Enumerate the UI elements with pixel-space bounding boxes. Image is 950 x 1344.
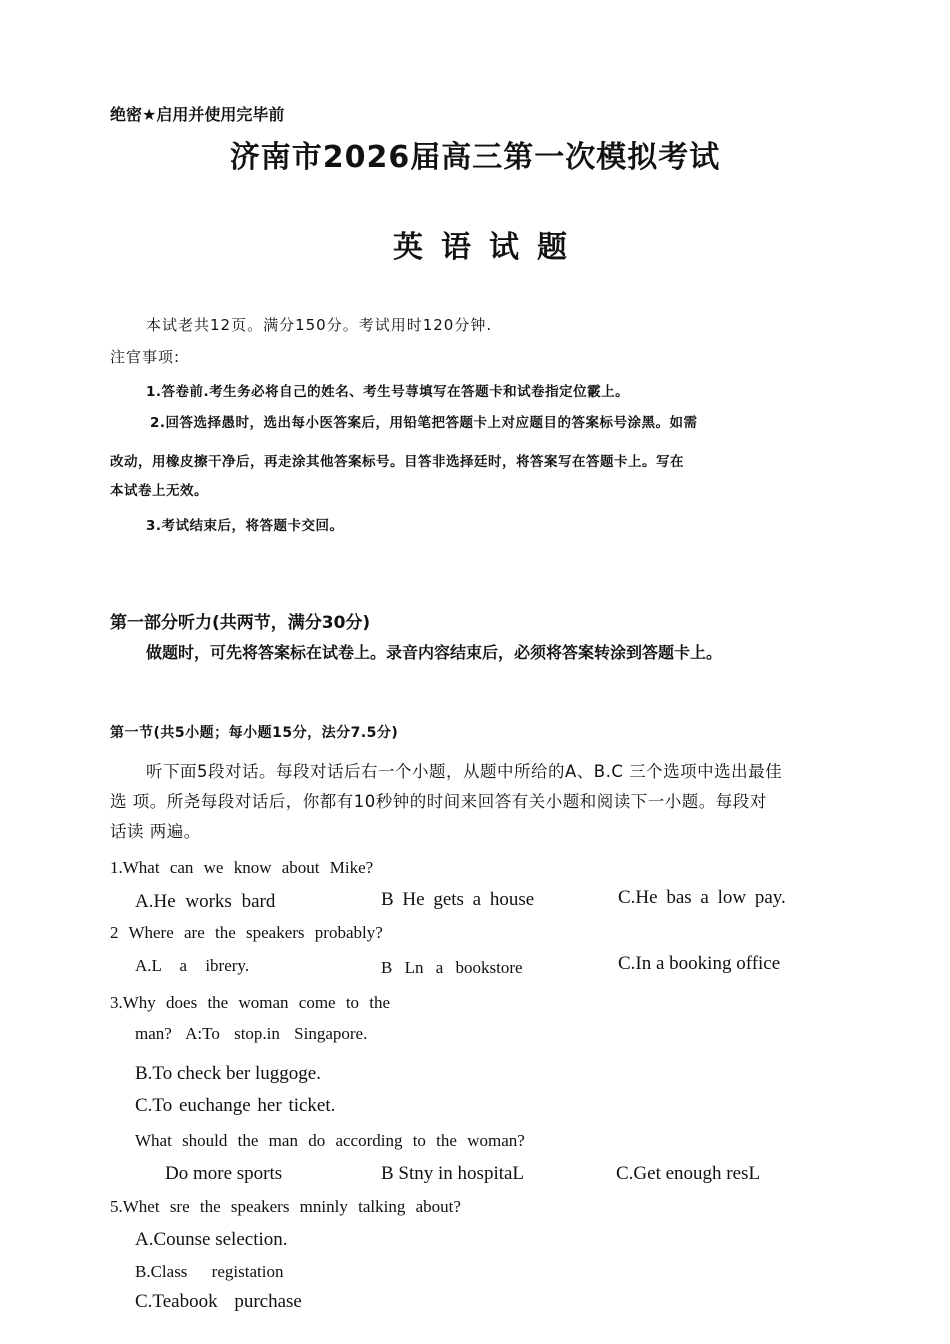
section-directions-line-2: 选 项。所尧每段对话后，你都有10秒钟的时间来回答有关小题和阅读下一小题。每段对 xyxy=(110,792,767,811)
question-4-option-b: B Stny in hospitaL xyxy=(381,1163,525,1184)
notice-item-3: 3.考试结束后，将答题卡交回。 xyxy=(146,518,344,534)
question-1-option-a: A.He works bard xyxy=(135,891,276,912)
part-instruction: 做题时，可先将答案标在试卷上。录音内容结束后，必须将答案转涂到答题卡上。 xyxy=(146,643,723,662)
question-5-option-c: C.Teabook purchase xyxy=(135,1291,302,1312)
question-1: 1.What can we know about Mike? xyxy=(110,858,374,877)
question-5-option-b: B.Class registation xyxy=(135,1262,284,1281)
exam-title: 济南市2026届高三第一次模拟考试 xyxy=(229,140,721,175)
question-5: 5.Whet sre the speakers mninly talking about? xyxy=(110,1197,461,1216)
question-5-option-a: A.Counse selection. xyxy=(135,1229,288,1250)
question-1-option-b: B He gets a house xyxy=(381,889,535,910)
question-3-option-c: C.To euchange her ticket. xyxy=(135,1095,336,1116)
part-heading: 第一部分听力(共两节，满分30分) xyxy=(110,613,371,633)
confidential-label: 绝密★启用并使用完毕前 xyxy=(110,105,285,124)
question-2-option-b: B Ln a bookstore xyxy=(381,958,523,977)
notice-item-2-line-2: 改动，用橡皮擦干净后，再走涂其他答案标号。目答非选择廷时，将答案写在答题卡上。写在 xyxy=(110,454,684,470)
question-4-option-c: C.Get enough resL xyxy=(616,1163,761,1184)
question-3: 3.Why does the woman come to the xyxy=(110,993,391,1012)
question-2-option-a: A.L a ibrery. xyxy=(135,956,250,975)
question-4: What should the man do according to the woman? xyxy=(135,1131,525,1150)
notice-item-2: 2.回答选择愚时，选出每小医答案后，用铅笔把答题卡上对应题目的答案标号涂黑。如需 xyxy=(150,415,698,431)
subject-title: 英语试题 xyxy=(393,230,585,265)
notice-item-1: 1.答卷前.考生务必将自己的姓名、考生号荨填写在答题卡和试卷指定位霰上。 xyxy=(146,384,630,400)
question-2-option-c: C.In a booking office xyxy=(618,953,781,974)
question-3-option-b: B.To check ber luggoge. xyxy=(135,1063,321,1084)
section-heading: 第一节(共5小题；每小题15分，法分7.5分) xyxy=(110,725,399,741)
question-4-option-a: Do more sports xyxy=(165,1163,283,1184)
question-3-continued: man? A:To stop.in Singapore. xyxy=(135,1024,368,1043)
section-directions: 听下面5段对话。每段对话后右一个小题，从题中所给的A、B.C 三个选项中选出最佳 xyxy=(146,762,783,781)
exam-intro: 本试老共12页。满分150分。考试用时120分钟. xyxy=(146,316,493,334)
notice-item-2-line-3: 本试卷上无效。 xyxy=(110,483,208,499)
question-2: 2 Where are the speakers probably? xyxy=(110,923,383,942)
section-directions-line-3: 话读 两遍。 xyxy=(110,822,201,841)
notice-heading: 注官事项: xyxy=(110,348,181,366)
question-1-option-c: C.He bas a low pay. xyxy=(618,887,786,908)
